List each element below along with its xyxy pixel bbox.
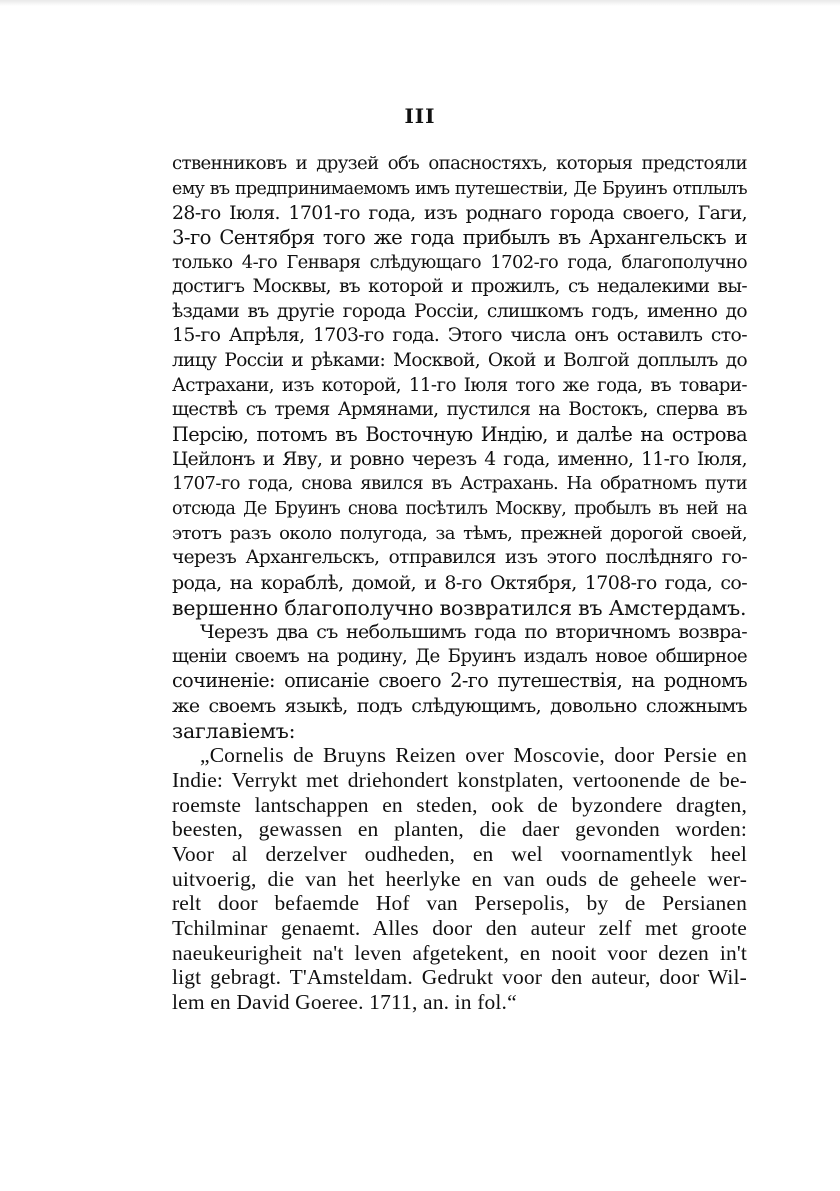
text-line: ѣздами въ другіе города Россіи, слишкомъ годъ, именно до	[172, 300, 747, 322]
text-line: Астрахани, изъ которой, 11-го Іюля того же года, въ товари-	[172, 374, 747, 396]
text-line: beesten, gewassen en planten, die daer gevonden worden:	[172, 817, 747, 842]
text-line: сочиненіе: описаніе своего 2-го путешествія, на родномъ	[172, 669, 747, 693]
paragraph-2	[172, 620, 747, 743]
text-line: вершенно благополучно возвратился въ Амстердамъ.	[172, 595, 747, 620]
text-line: достигъ Москвы, въ которой и прожилъ, съ недалекими вы-	[172, 276, 747, 298]
text-line: Черезъ два съ небольшимъ года по вторичномъ возвра-	[200, 621, 747, 644]
text-line: лицу Россіи и рѣками: Москвой, Окой и Волгой доплылъ до	[172, 350, 747, 372]
text-line: ligt gebragt. T'Amsteldam. Gedrukt voor den auteur, door Wil-	[172, 965, 747, 990]
text-line: щеніи своемъ на родину, Де Бруинъ издалъ новое обширное	[172, 645, 747, 667]
text-line: Персію, потомъ въ Восточную Индію, и далѣе на острова	[172, 423, 747, 447]
text-line: Voor al derzelver oudheden, en wel voornamentlyk heel	[172, 841, 747, 866]
text-line: заглавіемъ:	[172, 718, 296, 743]
text-line: ществѣ съ тремя Армянами, пустился на Востокъ, сперва въ	[172, 399, 747, 421]
text-line: черезъ Архангельскъ, отправился изъ этого послѣдняго го-	[172, 547, 747, 569]
text-line: roemste lantschappen en steden, ook de byzondere dragten,	[172, 792, 747, 817]
text-line: relt door befaemde Hof van Persepolis, by de Persianen	[172, 891, 747, 916]
text-line: „Cornelis de Bruyns Reizen over Moscovie, door Persie en	[200, 743, 747, 768]
text-line: Indie: Verrykt met driehondert konstplaten, vertoonende de be-	[172, 768, 747, 793]
text-line: lem en David Goeree. 1711, an. in fol.“	[172, 989, 517, 1014]
text-line: uitvoerig, die van het heerlyke en van ouds de geheele wer-	[172, 866, 747, 891]
text-line: же своемъ языкѣ, подъ слѣдующимъ, довольно сложнымъ	[172, 695, 747, 718]
text-line: 1707-го года, снова явился въ Астрахань. На обратномъ пути	[172, 473, 747, 495]
dutch-title-quotation	[172, 743, 747, 1014]
text-line: 15-го Апрѣля, 1703-го года. Этого числа онъ оставилъ сто-	[172, 325, 747, 347]
text-line: 3-го Сентября того же года прибылъ въ Архангельскъ и	[172, 225, 747, 249]
text-line: 28-го Іюля. 1701-го года, изъ роднаго города своего, Гаги,	[172, 202, 747, 225]
text-line: Цейлонъ и Яву, и ровно черезъ 4 года, именно, 11-го Іюля,	[172, 448, 747, 470]
text-line: только 4-го Генваря слѣдующаго 1702-го года, благополучно	[172, 251, 747, 273]
text-line: рода, на кораблѣ, домой, и 8-го Октября, 1708-го года, со-	[172, 571, 747, 594]
scan-edge	[0, 0, 840, 6]
page-number: III	[404, 104, 436, 128]
page-body	[172, 152, 747, 1014]
text-line: ему въ предпринимаемомъ имъ путешествіи, Де Бруинъ отплылъ	[172, 178, 747, 199]
text-line: ственниковъ и друзей объ опасностяхъ, которыя предстояли	[172, 153, 747, 174]
text-line: отсюда Де Бруинъ снова посѣтилъ Москву, пробылъ въ ней на	[172, 498, 747, 519]
paragraph-1	[172, 152, 747, 620]
text-line: Tchilminar genaemt. Alles door den auteur zelf met groote	[172, 915, 747, 940]
text-line: naeukeurigheit na't leven afgetekent, en nooit voor dezen in't	[172, 940, 747, 965]
text-line: этотъ разъ около полугода, за тѣмъ, прежней дорогой своей,	[172, 522, 747, 544]
